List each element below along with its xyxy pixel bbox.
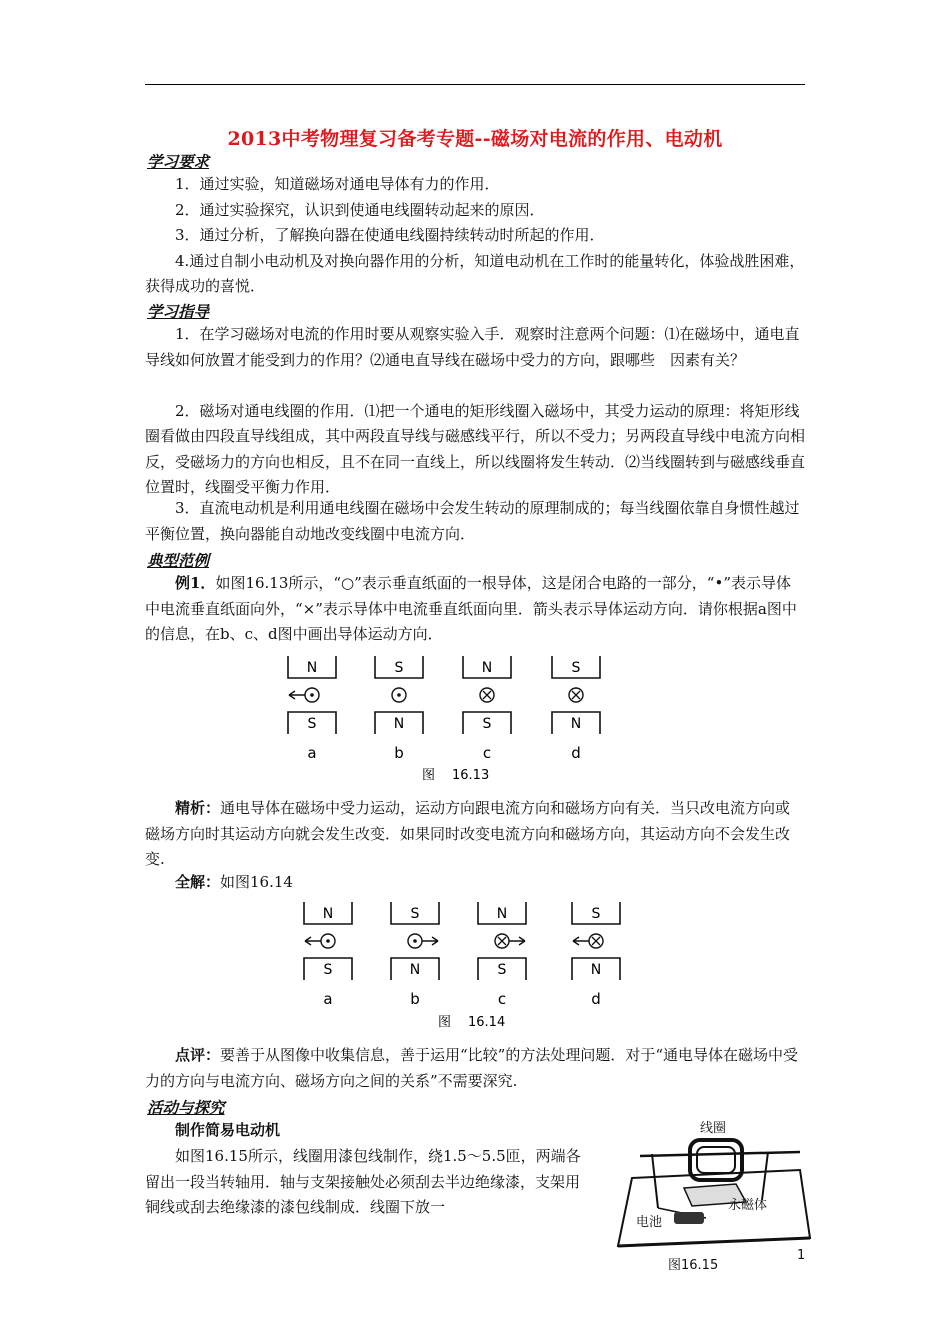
figure-caption-number: 16.13 [452,768,490,783]
magnet-panel [478,902,526,1008]
activity-subtitle: 制作简易电动机 [175,1121,281,1139]
pole-label-bottom: N [409,962,421,978]
motor-photo [610,1118,815,1250]
example-label: 例1． [175,574,216,592]
panel-label: b [410,990,420,1008]
requirement-item: 3．通过分析，了解换向器在使通电线圈持续转动时所起的作用． [175,226,605,244]
analysis-label: 精析： [175,799,221,817]
current-out-dot [310,693,314,697]
panel-label: a [307,744,317,762]
page-title: 2013中考物理复习备考专题--磁场对电流的作用、电动机 [227,128,723,150]
pole-label-top: N [481,660,493,676]
requirement-item: 1．通过实验，知道磁场对通电导体有力的作用． [175,175,500,193]
panel-label: d [571,744,581,762]
magnet-panel [375,656,423,762]
figure-16-14 [304,902,620,1030]
magnet-panel [304,902,352,1008]
magnet-panel [288,656,336,762]
section-heading-examples: 典型范例 [147,551,210,570]
comment-paragraph [145,1043,805,1094]
comment-label: 点评： [175,1046,221,1064]
pole-label-top: S [571,660,581,676]
figure-16-15-caption: 图16.15 [668,1258,719,1273]
analysis-paragraph [145,796,805,873]
pole-label-top: N [496,906,508,922]
magnet-panel [463,656,511,762]
pole-label-top: S [410,906,420,922]
guidance-paragraph: 1．在学习磁场对电流的作用时要从观察实验入手．观察时注意两个问题：⑴在磁场中，通电直导线如何放置才能受到力的作用？⑵通电直导线在磁场中受力的方向，跟哪些 因素有关？ [145,325,800,369]
panel-label: c [482,744,492,762]
current-out-dot [326,939,330,943]
battery-label: 电池 [636,1215,663,1230]
current-in-cross [572,691,580,699]
magnet-label: 永磁体 [728,1198,768,1213]
panel-label: d [591,990,601,1008]
panel-label: c [497,990,507,1008]
section-heading-activity: 活动与探究 [147,1098,225,1117]
pole-label-bottom: S [307,716,317,732]
panel-label: b [394,744,404,762]
pole-label-top: N [306,660,318,676]
pole-label-bottom: N [570,716,582,732]
figure-caption-prefix: 图 [438,1015,452,1030]
example-text: 如图16.13所示，“○”表示垂直纸面的一根导体，这是闭合电路的一部分，“•”表示导体中电流垂直纸面向外，“×”表示导体中电流垂直纸面向里．箭头表示导体运动方向．请你根据a图中的信息，在b、c、d图中画出导体运动方向． [145,574,797,643]
current-in-cross [483,691,491,699]
pole-label-bottom: S [482,716,492,732]
current-in-cross [498,937,506,945]
coil-label: 线圈 [700,1121,727,1136]
pole-label-top: S [591,906,601,922]
guidance-paragraph: 3．直流电动机是利用通电线圈在磁场中会发生转动的原理制成的；每当线圈依靠自身惯性越过平衡位置，换向器能自动地改变线圈中电流方向． [145,499,800,543]
magnet-panel [391,902,439,1008]
figure-caption-prefix: 图 [422,768,436,783]
current-out-dot [413,939,417,943]
solution-label: 全解： [175,873,221,891]
pole-label-bottom: S [497,962,507,978]
solution-paragraph [145,870,805,896]
pole-label-top: S [394,660,404,676]
magnet-panel [552,656,600,762]
current-out-dot [397,693,401,697]
motion-arrow-right [422,937,438,945]
comment-text: 要善于从图像中收集信息，善于运用“比较”的方法处理问题．对于“通电导体在磁场中受力的方向与电流方向、磁场方向之间的关系”不需要深究. [145,1046,799,1090]
solution-text: 如图16.14 [220,873,293,891]
panel-label: a [323,990,333,1008]
magnet-panel [572,902,620,1008]
section-heading-requirements: 学习要求 [147,152,210,171]
figure-caption-number: 16.14 [468,1015,506,1030]
pole-label-bottom: N [590,962,602,978]
figure-16-13 [288,656,600,783]
guidance-paragraph: 2．磁场对通电线圈的作用．⑴把一个通电的矩形线圈入磁场中，其受力运动的原理：将矩形线圈看做由四段直导线组成，其中两段直导线与磁感线平行，所以不受力；另两段直导线中电流方向相反，受磁场力的方向也相反，且不在同一直线上，所以线圈将发生转动．⑵当线圈转到与磁感线垂直位置时，线圈受平衡力作用． [145,401,806,496]
motion-arrow-right [509,937,525,945]
requirement-item: 4.通过自制小电动机及对换向器作用的分析，知道电动机在工作时的能量转化，体验战胜困难，获得成功的喜悦． [145,251,805,295]
motion-arrow-left [573,937,589,945]
pole-label-bottom: N [393,716,405,732]
motion-arrow-left [305,937,321,945]
pole-label-top: N [322,906,334,922]
activity-text: 如图16.15所示，线圈用漆包线制作，绕1.5～5.5匝，两端各留出一段当转轴用．轴与支架接触处必须刮去半边绝缘漆，支架用铜线或刮去绝缘漆的漆包线制成．线圈下放一 [145,1147,581,1216]
page-number: 1 [797,1248,806,1263]
motion-arrow-left [289,691,305,699]
section-heading-guidance: 学习指导 [147,302,210,321]
pole-label-bottom: S [323,962,333,978]
analysis-text: 通电导体在磁场中受力运动，运动方向跟电流方向和磁场方向有关．当只改电流方向或磁场方向时其运动方向就会发生改变．如果同时改变电流方向和磁场方向，其运动方向不会发生改变. [145,799,791,868]
requirement-item: 2．通过实验探究，认识到使通电线圈转动起来的原因． [175,200,545,219]
current-in-cross [592,937,600,945]
